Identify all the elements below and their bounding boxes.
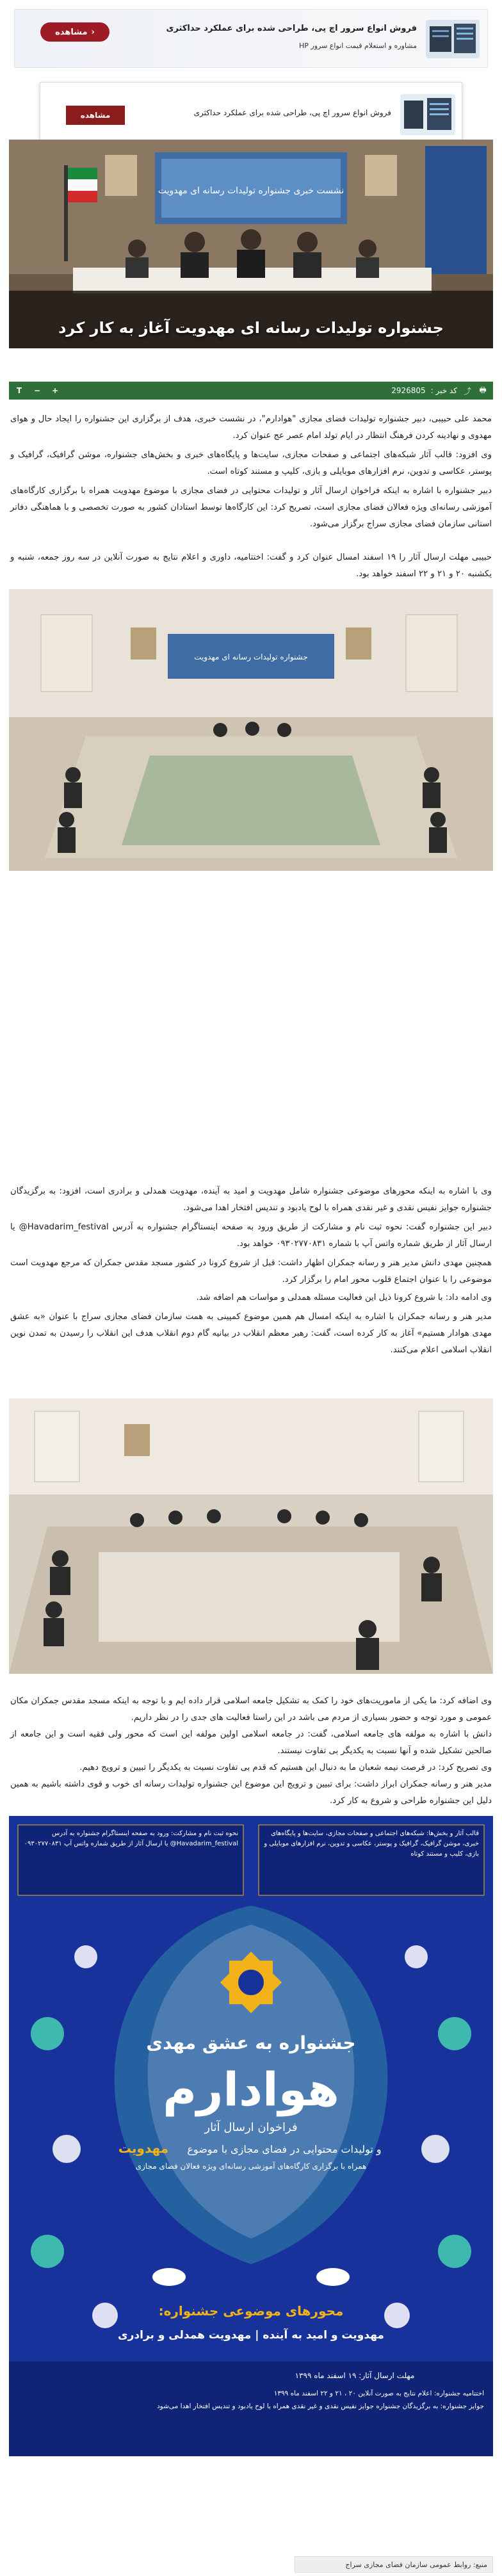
font-size-icon: T [16, 386, 22, 395]
poster-registration-text: نحوه ثبت نام و مشارکت: ورود به صفحه اینستاگرام جشنواره به آدرس Havadarim_festival@ یا ارسال آثار از طریق شماره واتس آپ ۰۹۳۰۲۷۷۰۸۳۱ [24, 1830, 238, 1847]
print-icon[interactable]: 🖶 [479, 385, 487, 394]
ad-subtitle: مشاوره و استعلام قیمت انواع سرور HP [299, 42, 417, 50]
share-icon[interactable]: ⤴ [463, 386, 471, 396]
article-paragraph: وی اضافه کرد: ما یکی از ماموریت‌های خود را کمک به تشکیل جامعه اسلامی قرار داده ایم و با توجه به اینکه مسجد مقدس جمکران مکان عمومی و مورد توجه و حضور بسیاری از مردم می باشد در این راستا فعالیت های جدی را در نظر داریم. [10, 1696, 492, 1722]
article-paragraph: دبیر این جشنواره گفت: نحوه ثبت نام و مشارکت از طریق ورود به صفحه اینستاگرام جشنواره به آدرس Havadarim_festival@ یا ارسال آثار از طریق شماره واتس آپ با شماره ۰۹۳۰۲۷۷۰۸۳۱ خواهد بود. [10, 1222, 492, 1249]
article-paragraph: دانش با اشاره به مولفه های جامعه اسلامی، گفت: در جامعه اسلامی اولین مولفه این است که محور ولی فقیه است و این جامعه از صالحین تشکیل شده و آنها نسبت به یکدیگر بی تفاوت نیستند. [10, 1729, 492, 1756]
poster-closing-text: اختتامیه جشنواره: اعلام نتایج به صورت آنلاین ۲۰ ، ۲۱ و ۲۲ اسفند ماه ۱۳۹۹ [273, 2390, 484, 2397]
news-code-label: کد خبر : [430, 386, 457, 395]
article-paragraph: همچنین مهدی دانش مدیر هنر و رسانه جمکران اظهار داشت: قبل از شروع کرونا در کشور مسجد مقدس جمکران که مرجع مهدویت است موضوعی را با عنوان اجتماع قلوب محور امام را برگزار کرد. [10, 1258, 492, 1284]
poster-subtitle-2: و تولیدات محتوایی در فضای مجازی با موضوع [187, 2143, 382, 2155]
poster-subtitle-accent: مهدویت [118, 2141, 169, 2156]
article-paragraph: حبیبی مهلت ارسال آثار را ۱۹ اسفند امسال عنوان کرد و گفت: اختتامیه، داوری و اعلام نتایج به صورت آنلاین در سه روز جمعه، شنبه و یکشنبه ۲۰ و ۲۱ و ۲۲ اسفند خواهد بود. [10, 553, 492, 579]
server-product-image [399, 92, 457, 138]
poster-deadline: مهلت ارسال آثار: ۱۹ اسفند ماه ۱۳۹۹ [295, 2371, 415, 2380]
ad-view-label: مشاهده [55, 27, 88, 37]
poster-formats-text: قالب آثار و بخش‌ها: شبکه‌های اجتماعی و صفحات مجازی، سایت‌ها و پایگاه‌های خبری، موشن گرافیک، گرافیک و پوستر، عکاسی و تدوین، نرم افزارهای موبایلی و بازی، کلیپ و مستند کوتاه [264, 1830, 479, 1858]
press-conference-photo [9, 140, 493, 348]
hero-title: جشنواره تولیدات رسانه ای مهدویت آغاز به کار کرد [58, 319, 444, 337]
conference-photo-2 [9, 1398, 493, 1674]
popup-advertisement[interactable] [40, 82, 462, 146]
chevron-left-icon: ‹ [91, 27, 95, 37]
news-code: 2926805 [391, 386, 426, 395]
ad2-view-button[interactable]: مشاهده [66, 106, 125, 125]
ad2-title: فروش انواع سرور اچ پی، طراحی شده برای عملکرد حداکثری [193, 108, 391, 117]
article-paragraph: مدیر هنر و رسانه جمکران با اشاره به اینکه امسال هم همین موضوع کمپینی به همت سازمان فضای مجازی سراج با عنوان «به عشق مهدی هوادار هستیم» آغاز به کار کرده است، گفت: رهبر معظم انقلاب در بیانیه گام دوم انقلاب هدف این انقلاب را رسیدن به تمدن نوین انقلاب اسلامی اعلام می‌کنند. [10, 1312, 492, 1355]
article-paragraph: وی ادامه داد: با شروع کرونا ذیل این فعالیت مسئله همدلی و مواسات هم اضافه شد. [196, 1293, 492, 1302]
news-source: منبع: روابط عمومی سازمان فضای مجازی سراج [295, 2556, 493, 2573]
server-product-image [423, 16, 482, 62]
poster-axes-title: محورهای موضوعی جشنواره: [158, 2303, 344, 2319]
article-paragraph: مدیر هنر و رسانه جمکران ابراز داشت: برای تبیین و ترویج این موضوع این جشنواره تولیدات رسانه ای خوب و قوی داشته باشیم به همین دلیل این جشنواره طراحی و شروع به کار کرد. [10, 1779, 492, 1806]
hero-image [9, 140, 493, 348]
font-decrease-icon[interactable]: − [33, 386, 41, 395]
conference-photo-1 [9, 589, 493, 871]
article-paragraph: محمد علی حبیبی، دبیر جشنواره تولیدات فضای مجازی "هوادارم"، در نشست خبری، هدف از برگزاری این جشنواره را ایجاد حال و هوای مهدوی و نهادینه کردن فرهنگ انتظار در ایام تولد امام عصر عج عنوان کرد. [10, 414, 492, 441]
hero-banner-text: نشست خبری جشنواره تولیدات رسانه ای مهدویت [158, 186, 344, 196]
article-paragraph: وی با اشاره به اینکه محورهای موضوعی جشنواره شامل مهدویت و امید به آینده، مهدویت همدلی و برادری است، افزود: به برگزیدگان جشنواره جوایز نفیس نقدی و غیر نقدی همراه با لوح یادبود و تندیس افتخار اهدا می‌شود. [10, 1187, 492, 1213]
article-paragraph: وی افزود: قالب آثار شبکه‌های اجتماعی و صفحات مجازی، سایت‌ها و پایگاه‌های خبری و بخش‌های جشنواره، موشن گرافیک، گرافیک و پوستر، عکاسی و تدوین، نرم افزارهای موبایلی و بازی، کلیپ و مستند کوتاه است. [10, 450, 492, 476]
ad-title: فروش انواع سرور اچ پی، طراحی شده برای عملکرد حداکثری [166, 24, 417, 33]
poster-subtitle-1: فراخوان ارسال آثار [204, 2121, 298, 2134]
photo1-banner-text: جشنواره تولیدات رسانه ای مهدویت [194, 652, 308, 661]
poster-small-title: جشنواره به عشق مهدی [146, 2032, 356, 2054]
article-paragraph: دبیر جشنواره با اشاره به اینکه فراخوان ارسال آثار و تولیدات محتوایی در فضای مجازی با موضوع مهدویت همراه با برگزاری کارگاه‌های آموزشی رسانه‌ای ویژه فعالان فضای مجازی است، تصریح کرد: این کارگاه‌ها توسط استادان کشور به صورت تخصصی و با هماهنگی دفاتر استانی سازمان فضای مجازی سراج برگزار می‌شود. [10, 486, 492, 529]
top-advertisement[interactable] [14, 9, 488, 68]
poster-axes: مهدویت و امید به آینده | مهدویت همدلی و برادری [118, 2329, 384, 2342]
poster-main-title: هوادارم [163, 2062, 339, 2116]
font-increase-icon[interactable]: + [51, 386, 59, 395]
article-paragraph: وی تصریح کرد: در فرصت نیمه شعبان ما به دنبال این هستیم که قدم بی تفاوت نسبت به یکدیگر را تبیین و ترویج دهیم. [79, 1763, 492, 1772]
news-meta-bar [9, 382, 493, 400]
poster-subtitle-3: همراه با برگزاری کارگاه‌های آموزشی رسانه‌ای ویژه فعالان فضای مجازی [135, 2162, 367, 2171]
festival-poster [9, 1816, 493, 2456]
poster-prizes-text: جوایز جشنواره: به برگزیدگان جشنواره جوایز نفیس نقدی و غیر نقدی همراه با لوح یادبود و تندیس افتخار اهدا می‌شود [156, 2402, 484, 2410]
ad-view-button[interactable] [40, 22, 109, 42]
